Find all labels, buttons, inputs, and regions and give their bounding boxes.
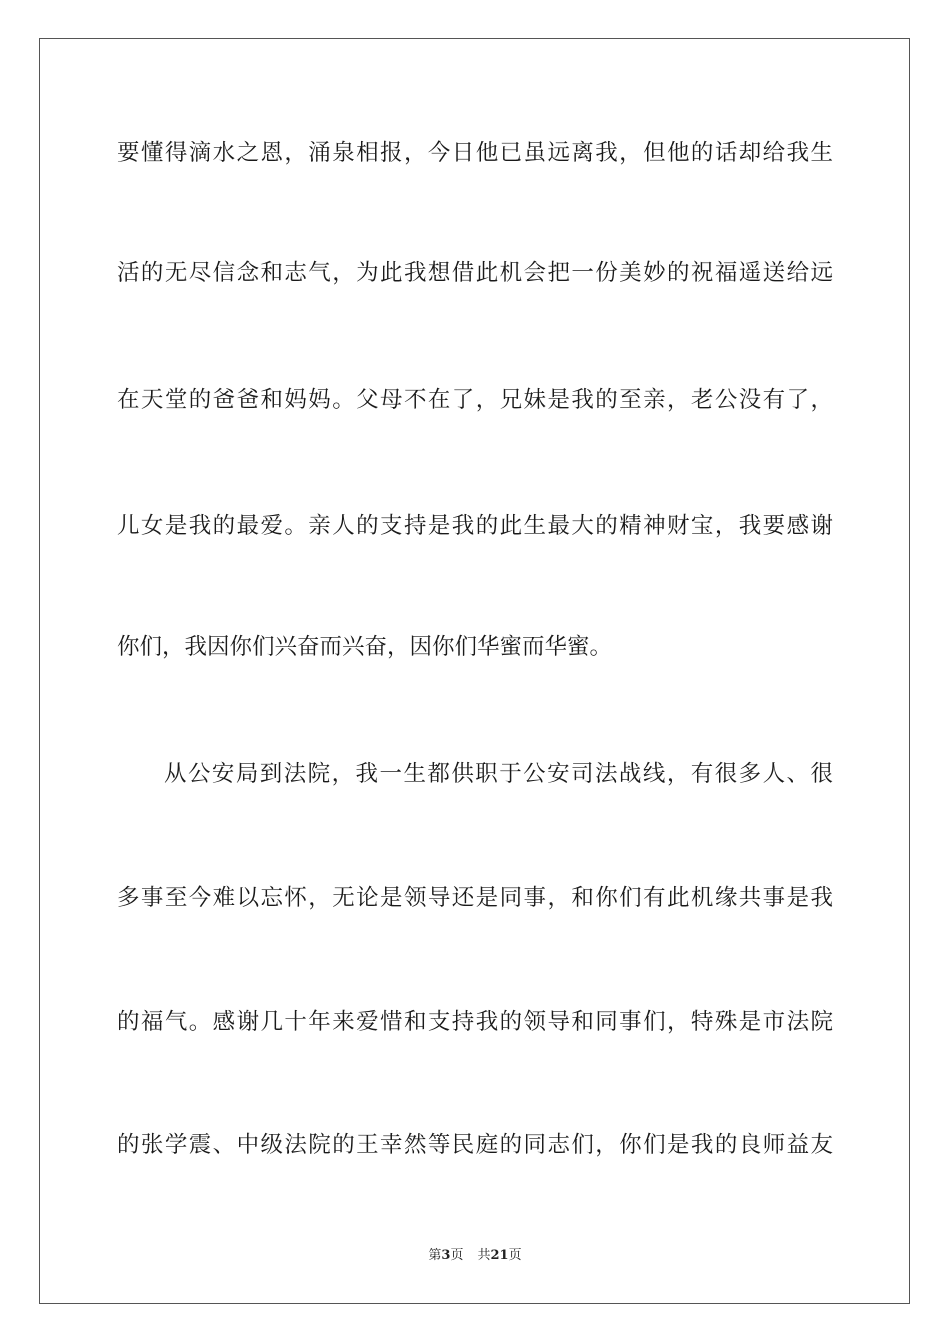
page-unit: 页 bbox=[450, 1248, 464, 1263]
paragraph-line: 你们，我因你们兴奋而兴奋，因你们华蜜而华蜜。 bbox=[117, 634, 613, 660]
paragraph-line: 的福气。感谢几十年来爱惜和支持我的领导和同事们，特殊是市法院 bbox=[117, 1009, 833, 1035]
page-footer bbox=[0, 1244, 950, 1263]
page-current: 3 bbox=[441, 1248, 451, 1263]
paragraph-line: 儿女是我的最爱。亲人的支持是我的此生最大的精神财宝，我要感谢 bbox=[117, 513, 833, 539]
page-border bbox=[39, 38, 910, 1304]
paragraph-line: 的张学震、中级法院的王幸然等民庭的同志们，你们是我的良师益友 bbox=[117, 1132, 833, 1158]
paragraph-line: 要懂得滴水之恩，涌泉相报，今日他已虽远离我，但他的话却给我生 bbox=[117, 140, 833, 166]
total-unit: 页 bbox=[508, 1248, 522, 1263]
total-prefix: 共 bbox=[477, 1248, 491, 1263]
paragraph-line: 从公安局到法院，我一生都供职于公安司法战线，有很多人、很 bbox=[164, 761, 833, 787]
paragraph-line: 活的无尽信念和志气，为此我想借此机会把一份美妙的祝福遥送给远 bbox=[117, 260, 833, 286]
page-prefix: 第 bbox=[428, 1248, 442, 1263]
paragraph-line: 在天堂的爸爸和妈妈。父母不在了，兄妹是我的至亲，老公没有了， bbox=[117, 387, 833, 413]
page-total: 21 bbox=[490, 1248, 509, 1263]
paragraph-line: 多事至今难以忘怀，无论是领导还是同事，和你们有此机缘共事是我 bbox=[117, 885, 833, 911]
